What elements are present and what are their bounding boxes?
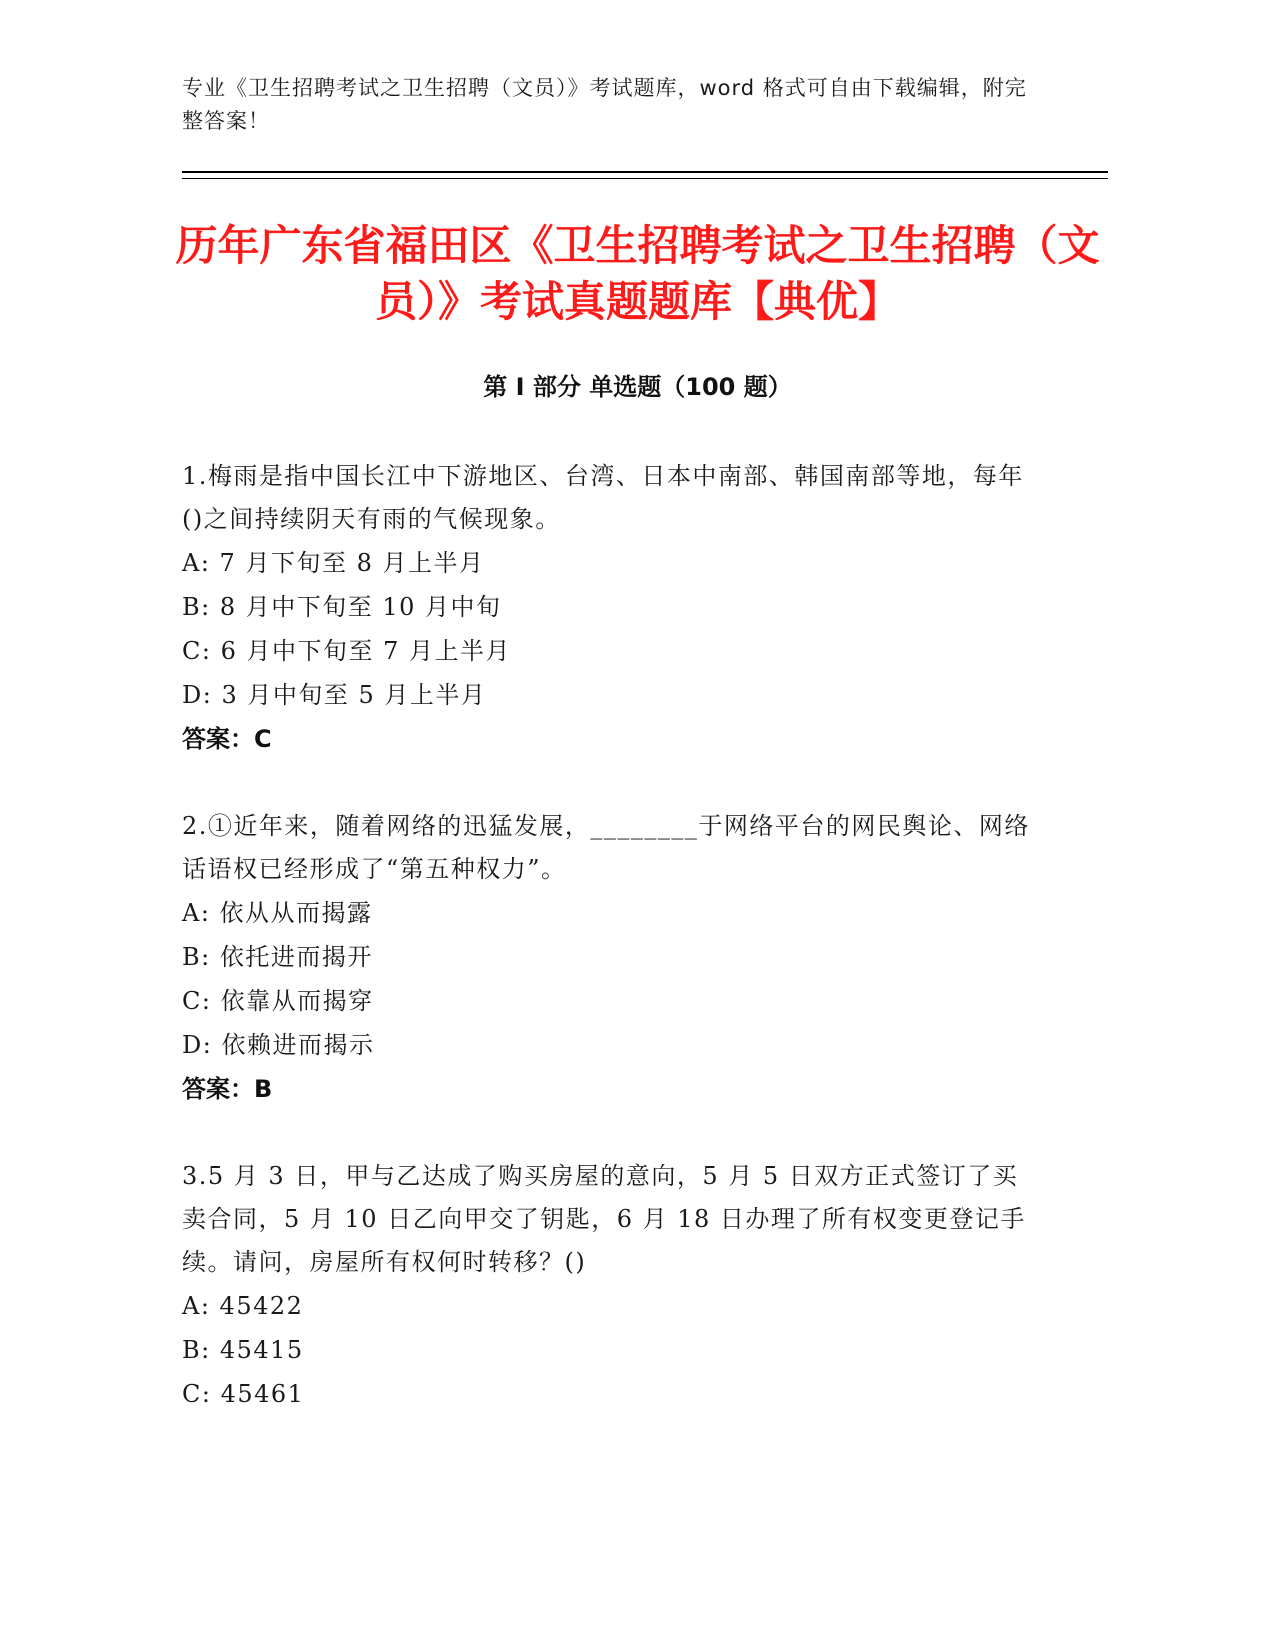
option-c: C: 依靠从而揭穿 (182, 987, 374, 1015)
option-a: A: 依从从而揭露 (182, 899, 373, 927)
question-list (182, 455, 1042, 1460)
option-a: A: 45422 (182, 1292, 304, 1320)
header-divider-thin (182, 178, 1108, 179)
header-divider-thick (182, 171, 1108, 173)
option-b: B: 依托进而揭开 (182, 943, 373, 971)
question-2 (182, 805, 1042, 1111)
section-title: 第 I 部分 单选题（100 题） (483, 373, 792, 401)
question-stem: 3.5 月 3 日，甲与乙达成了购买房屋的意向，5 月 5 日双方正式签订了买卖合同，5 月 10 日乙向甲交了钥匙，6 月 18 日办理了所有权变更登记手续。请问，房屋所有权何时转移？() (182, 1162, 1026, 1276)
option-d: D: 依赖进而揭示 (182, 1031, 375, 1059)
option-d: D: 3 月中旬至 5 月上半月 (182, 681, 487, 709)
option-a: A: 7 月下旬至 8 月上半月 (182, 549, 485, 577)
question-stem: 1.梅雨是指中国长江中下游地区、台湾、日本中南部、韩国南部等地，每年()之间持续阴天有雨的气候现象。 (182, 462, 1024, 533)
answer: 答案：B (182, 1075, 273, 1103)
option-c: C: 45461 (182, 1380, 305, 1408)
answer: 答案：C (182, 725, 272, 753)
question-3 (182, 1155, 1042, 1416)
option-b: B: 45415 (182, 1336, 304, 1364)
header-note: 专业《卫生招聘考试之卫生招聘（文员）》考试题库，word 格式可自由下载编辑，附完整答案！ (182, 76, 1027, 133)
option-b: B: 8 月中下旬至 10 月中旬 (182, 593, 502, 621)
option-c: C: 6 月中下旬至 7 月上半月 (182, 637, 512, 665)
document-title: 历年广东省福田区《卫生招聘考试之卫生招聘（文员）》考试真题题库【典优】 (175, 221, 1100, 326)
question-stem: 2.①近年来，随着网络的迅猛发展，________于网络平台的网民舆论、网络话语权已经形成了“第五种权力”。 (182, 812, 1030, 883)
question-1 (182, 455, 1042, 761)
